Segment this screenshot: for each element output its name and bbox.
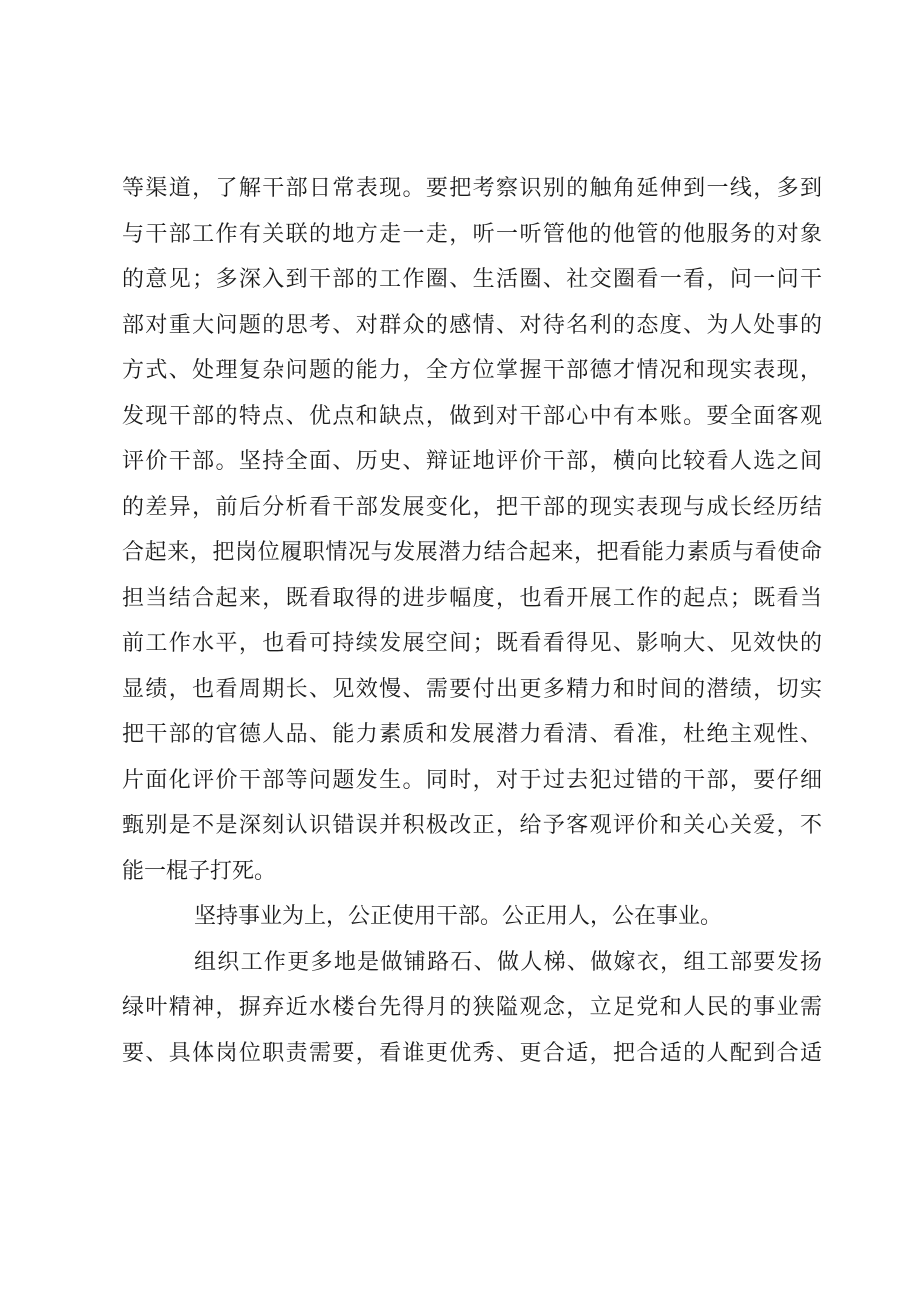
text-line: 的差异，前后分析看干部发展变化，把干部的现实表现与成长经历结: [122, 494, 822, 520]
text-line: 合起来，把岗位履职情况与发展潜力结合起来，把看能力素质与看使命: [122, 540, 822, 565]
text-line: 显绩，也看周期长、见效慢、需要付出更多精力和时间的潜绩，切实: [122, 676, 822, 702]
text-line: 评价干部。坚持全面、历史、辩证地评价干部，横向比较看人选之间: [122, 449, 822, 474]
text-line: 甄别是不是深刻认识错误并积极改正，给予客观评价和关心关爱，不: [122, 813, 822, 838]
text-line: 与干部工作有关联的地方走一走，听一听管他的他管的他服务的对象: [122, 221, 822, 247]
text-line: 担当结合起来，既看取得的进步幅度，也看开展工作的起点；既看当: [122, 585, 822, 611]
text-line: 绿叶精神，摒弃近水楼台先得月的狭隘观念，立足党和人民的事业需: [122, 995, 822, 1020]
text-line: 部对重大问题的思考、对群众的感情、对待名利的态度、为人处事的: [122, 312, 822, 338]
text-line: 把干部的官德人品、能力素质和发展潜力看清、看准，杜绝主观性、: [122, 722, 822, 747]
text-line: 发现干部的特点、优点和缺点，做到对干部心中有本账。要全面客观: [122, 403, 822, 429]
text-line: 方式、处理复杂问题的能力，全方位掌握干部德才情况和现实表现，: [122, 358, 822, 383]
text-line: 能一棍子打死。: [122, 858, 277, 884]
text-line: 组织工作更多地是做铺路石、做人梯、做嫁衣，组工部要发扬: [194, 949, 822, 975]
text-line: 前工作水平，也看可持续发展空间；既看看得见、影响大、见效快的: [122, 631, 822, 656]
section-heading: 坚持事业为上，公正使用干部。公正用人，公在事业。: [194, 904, 723, 929]
text-line: 等渠道，了解干部日常表现。要把考察识别的触角延伸到一线，多到: [122, 176, 822, 201]
text-line: 片面化评价干部等问题发生。同时，对于过去犯过错的干部，要仔细: [122, 767, 822, 793]
text-line: 的意见；多深入到干部的工作圈、生活圈、社交圈看一看，问一问干: [122, 267, 822, 292]
document-body: [122, 166, 822, 1076]
text-line: 要、具体岗位职责需要，看谁更优秀、更合适，把合适的人配到合适: [122, 1040, 822, 1066]
